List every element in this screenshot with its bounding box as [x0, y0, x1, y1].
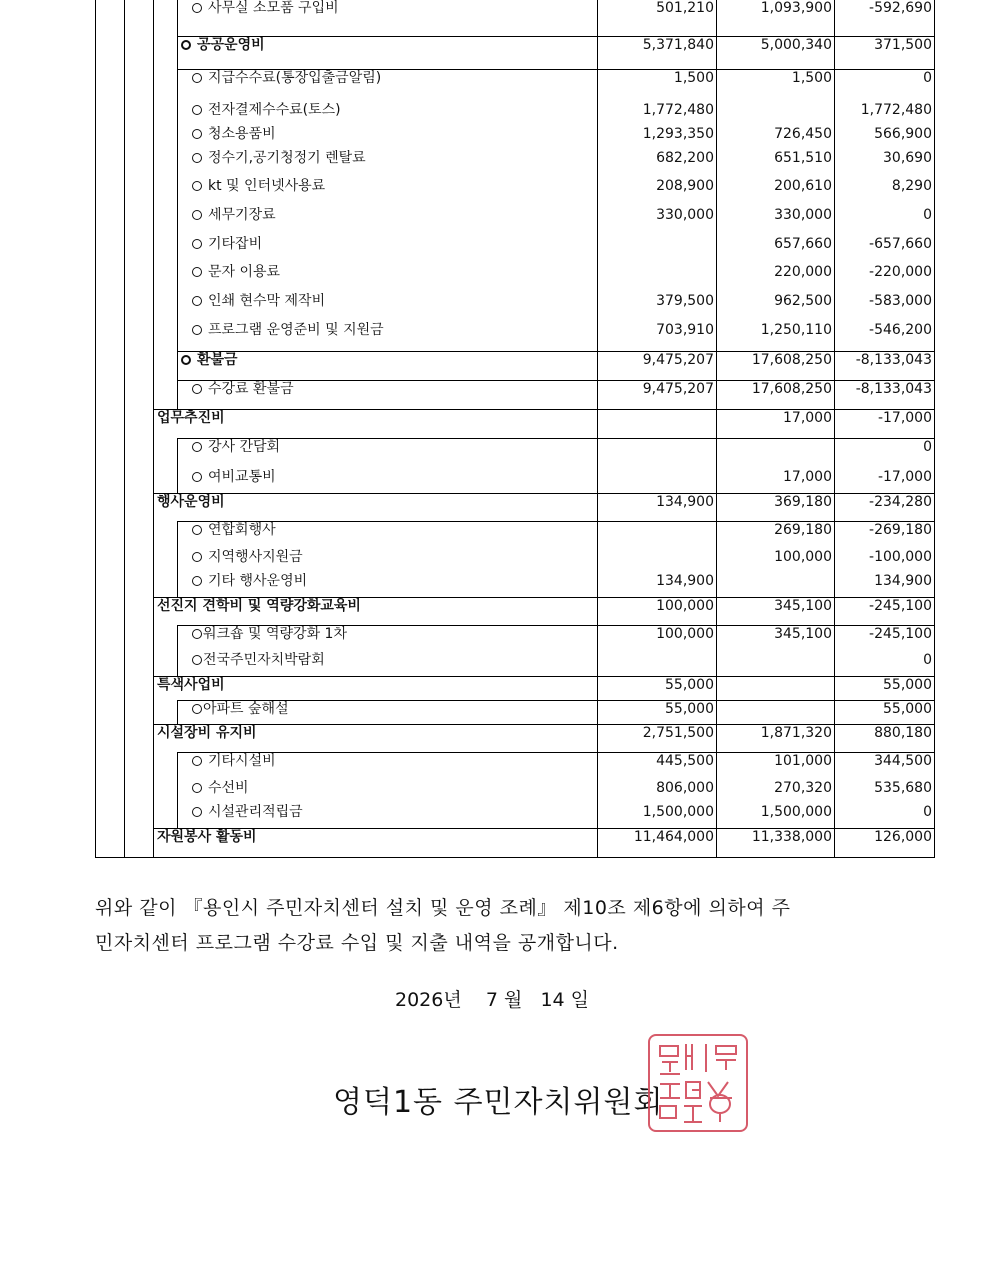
- bullet-circle-icon: [192, 384, 202, 394]
- bullet-circle-icon: [192, 629, 202, 639]
- amount-cell: [717, 438, 835, 469]
- row-name: 기타잡비: [208, 236, 263, 252]
- row-label: [178, 549, 598, 573]
- section-row: [96, 597, 935, 625]
- row-name: 업무추진비: [157, 409, 225, 426]
- amount-cell: 2,751,500: [598, 724, 717, 752]
- row-label: [178, 293, 598, 322]
- bullet-circle-icon: [192, 3, 202, 13]
- row-label: [178, 752, 598, 780]
- amount-cell: 0: [835, 207, 935, 236]
- subcategory-row: [96, 351, 935, 380]
- row-label: [178, 178, 598, 207]
- amount-cell: 101,000: [717, 752, 835, 780]
- budget-table: [95, 0, 935, 858]
- amount-cell: [717, 676, 835, 700]
- bullet-circle-icon: [192, 129, 202, 139]
- amount-cell: 0: [835, 652, 935, 676]
- subcategory-row: [96, 36, 935, 69]
- table-row: [96, 207, 935, 236]
- row-name: 지역행사지원금: [208, 549, 303, 565]
- amount-cell: [598, 521, 717, 549]
- bullet-circle-icon: [192, 105, 202, 115]
- bullet-circle-icon: [192, 296, 202, 306]
- amount-cell: 501,210: [598, 0, 717, 36]
- amount-cell: 1,772,480: [598, 102, 717, 126]
- amount-cell: 1,093,900: [717, 0, 835, 36]
- table-row: [96, 150, 935, 178]
- amount-cell: 330,000: [717, 207, 835, 236]
- row-label: [154, 676, 598, 700]
- amount-cell: 371,500: [835, 36, 935, 69]
- row-label: [178, 236, 598, 264]
- row-name: 연합회행사: [208, 521, 276, 538]
- table-row: [96, 469, 935, 493]
- row-label: [178, 625, 598, 652]
- bullet-circle-icon: [192, 239, 202, 249]
- amount-cell: [598, 236, 717, 264]
- amount-cell: 1,500,000: [717, 804, 835, 828]
- row-name: 강사 간담회: [208, 438, 281, 455]
- amount-cell: 0: [835, 804, 935, 828]
- bullet-circle-icon: [192, 655, 202, 665]
- table-row: [96, 438, 935, 469]
- row-label: [154, 828, 598, 857]
- amount-cell: 8,290: [835, 178, 935, 207]
- report-date: 2026년 7 월 14 일: [395, 989, 590, 1011]
- amount-cell: 5,000,340: [717, 36, 835, 69]
- amount-cell: 17,000: [717, 409, 835, 438]
- row-name: 수강료 환불금: [208, 380, 294, 397]
- row-name: 자원봉사 활동비: [157, 828, 257, 845]
- row-label: [178, 36, 598, 69]
- amount-cell: 1,500: [598, 69, 717, 102]
- amount-cell: -269,180: [835, 521, 935, 549]
- row-label: [154, 409, 598, 438]
- amount-cell: [598, 409, 717, 438]
- row-name: 사무실 소모품 구입비: [208, 0, 339, 16]
- amount-cell: 535,680: [835, 780, 935, 804]
- amount-cell: 55,000: [835, 700, 935, 724]
- amount-cell: 9,475,207: [598, 380, 717, 409]
- row-name: 워크숍 및 역량강화 1차: [203, 625, 347, 642]
- amount-cell: 208,900: [598, 178, 717, 207]
- amount-cell: 330,000: [598, 207, 717, 236]
- section-row: [96, 676, 935, 700]
- amount-cell: 126,000: [835, 828, 935, 857]
- bullet-circle-icon: [192, 181, 202, 191]
- row-name: 아파트 숲해설: [203, 700, 289, 717]
- amount-cell: [598, 438, 717, 469]
- amount-cell: 1,293,350: [598, 126, 717, 150]
- bullet-circle-icon: [192, 756, 202, 766]
- table-row: [96, 264, 935, 293]
- amount-cell: -220,000: [835, 264, 935, 293]
- amount-cell: 445,500: [598, 752, 717, 780]
- table-row: [96, 573, 935, 597]
- row-name: 청소용품비: [208, 126, 276, 142]
- row-name: 기타 행사운영비: [208, 573, 308, 589]
- amount-cell: [717, 700, 835, 724]
- row-name: 환불금: [197, 351, 238, 368]
- amount-cell: 100,000: [717, 549, 835, 573]
- row-name: 행사운영비: [157, 493, 225, 510]
- amount-cell: 200,610: [717, 178, 835, 207]
- section-row: [96, 409, 935, 438]
- bullet-circle-icon: [192, 73, 202, 83]
- amount-cell: 1,500,000: [598, 804, 717, 828]
- section-row: [96, 493, 935, 521]
- bullet-circle-icon: [192, 783, 202, 793]
- bullet-circle-icon: [192, 210, 202, 220]
- table-row: [96, 625, 935, 652]
- amount-cell: 726,450: [717, 126, 835, 150]
- amount-cell: [598, 469, 717, 493]
- amount-cell: 1,500: [717, 69, 835, 102]
- amount-cell: [598, 549, 717, 573]
- table-row: [96, 126, 935, 150]
- amount-cell: -546,200: [835, 322, 935, 351]
- amount-cell: -8,133,043: [835, 351, 935, 380]
- amount-cell: 0: [835, 69, 935, 102]
- table-row: [96, 652, 935, 676]
- organization-name: 영덕1동 주민자치위원회: [333, 1085, 664, 1120]
- amount-cell: 270,320: [717, 780, 835, 804]
- row-name: 특색사업비: [157, 676, 225, 693]
- row-label: [178, 700, 598, 724]
- row-label: [154, 724, 598, 752]
- table-row: [96, 521, 935, 549]
- amount-cell: 962,500: [717, 293, 835, 322]
- amount-cell: 682,200: [598, 150, 717, 178]
- amount-cell: 17,608,250: [717, 351, 835, 380]
- row-name: 시설관리적립금: [208, 804, 303, 820]
- amount-cell: 30,690: [835, 150, 935, 178]
- amount-cell: -8,133,043: [835, 380, 935, 409]
- amount-cell: 55,000: [598, 700, 717, 724]
- bullet-circle-icon: [192, 552, 202, 562]
- row-label: [178, 102, 598, 126]
- amount-cell: [717, 573, 835, 597]
- bullet-circle-icon: [181, 40, 191, 50]
- bullet-circle-icon: [192, 472, 202, 482]
- row-label: [178, 380, 598, 409]
- notice-line-2: 민자치센터 프로그램 수강료 수입 및 지출 내역을 공개합니다.: [95, 932, 619, 954]
- row-name: 전국주민자치박람회: [203, 652, 325, 668]
- amount-cell: 806,000: [598, 780, 717, 804]
- table-row: [96, 69, 935, 102]
- row-name: 프로그램 운영준비 및 지원금: [208, 322, 384, 338]
- bullet-circle-icon: [192, 442, 202, 452]
- amount-cell: [598, 652, 717, 676]
- amount-cell: 134,900: [598, 573, 717, 597]
- amount-cell: 369,180: [717, 493, 835, 521]
- amount-cell: 9,475,207: [598, 351, 717, 380]
- amount-cell: 134,900: [598, 493, 717, 521]
- amount-cell: -657,660: [835, 236, 935, 264]
- official-seal: [648, 1034, 748, 1132]
- bullet-circle-icon: [192, 525, 202, 535]
- amount-cell: 1,250,110: [717, 322, 835, 351]
- table-row: [96, 102, 935, 126]
- amount-cell: 220,000: [717, 264, 835, 293]
- table-row: [96, 293, 935, 322]
- amount-cell: -100,000: [835, 549, 935, 573]
- notice-line-1: 위와 같이 『용인시 주민자치센터 설치 및 운영 조례』 제10조 제6항에 의하여 주: [95, 897, 791, 919]
- amount-cell: [598, 264, 717, 293]
- section-row: [96, 724, 935, 752]
- row-label: [178, 438, 598, 469]
- table-row: [96, 804, 935, 828]
- row-name: 시설장비 유지비: [157, 724, 257, 741]
- row-label: [178, 150, 598, 178]
- amount-cell: [717, 652, 835, 676]
- amount-cell: -245,100: [835, 597, 935, 625]
- amount-cell: 880,180: [835, 724, 935, 752]
- row-name: 문자 이용료: [208, 264, 281, 280]
- row-label: [178, 780, 598, 804]
- row-name: kt 및 인터넷사용료: [208, 178, 326, 194]
- amount-cell: 55,000: [835, 676, 935, 700]
- amount-cell: 703,910: [598, 322, 717, 351]
- amount-cell: 651,510: [717, 150, 835, 178]
- row-label: [178, 804, 598, 828]
- amount-cell: 269,180: [717, 521, 835, 549]
- row-label: [178, 469, 598, 493]
- row-label: [178, 573, 598, 597]
- row-name: 정수기,공기청정기 렌탈료: [208, 150, 366, 166]
- amount-cell: 344,500: [835, 752, 935, 780]
- row-name: 선진지 견학비 및 역량강화교육비: [157, 597, 361, 614]
- amount-cell: 11,338,000: [717, 828, 835, 857]
- amount-cell: -592,690: [835, 0, 935, 36]
- section-row: [96, 828, 935, 857]
- amount-cell: [717, 102, 835, 126]
- row-label: [178, 264, 598, 293]
- bullet-circle-icon: [181, 355, 191, 365]
- amount-cell: 11,464,000: [598, 828, 717, 857]
- amount-cell: 657,660: [717, 236, 835, 264]
- bullet-circle-icon: [192, 153, 202, 163]
- amount-cell: 566,900: [835, 126, 935, 150]
- row-label: [178, 0, 598, 36]
- amount-cell: 5,371,840: [598, 36, 717, 69]
- amount-cell: 17,000: [717, 469, 835, 493]
- amount-cell: 134,900: [835, 573, 935, 597]
- row-label: [178, 521, 598, 549]
- table-row: [96, 549, 935, 573]
- bullet-circle-icon: [192, 325, 202, 335]
- table-row: [96, 752, 935, 780]
- row-name: 지급수수료(통장입출금알림): [208, 69, 382, 86]
- row-name: 세무기장료: [208, 207, 276, 223]
- amount-cell: -17,000: [835, 469, 935, 493]
- bullet-circle-icon: [192, 704, 202, 714]
- amount-cell: -583,000: [835, 293, 935, 322]
- amount-cell: 1,772,480: [835, 102, 935, 126]
- amount-cell: -245,100: [835, 625, 935, 652]
- row-name: 수선비: [208, 780, 249, 796]
- row-name: 공공운영비: [197, 36, 265, 53]
- bullet-circle-icon: [192, 267, 202, 277]
- amount-cell: 1,871,320: [717, 724, 835, 752]
- amount-cell: 345,100: [717, 625, 835, 652]
- table-row: [96, 236, 935, 264]
- amount-cell: 17,608,250: [717, 380, 835, 409]
- row-label: [178, 322, 598, 351]
- table-row: [96, 700, 935, 724]
- row-name: 기타시설비: [208, 752, 276, 769]
- row-label: [154, 597, 598, 625]
- table-row: [96, 178, 935, 207]
- table-row: [96, 380, 935, 409]
- row-name: 전자결제수수료(토스): [208, 102, 341, 118]
- amount-cell: 345,100: [717, 597, 835, 625]
- table-row: [96, 322, 935, 351]
- amount-cell: 100,000: [598, 597, 717, 625]
- row-label: [178, 126, 598, 150]
- amount-cell: -234,280: [835, 493, 935, 521]
- row-label: [178, 652, 598, 676]
- amount-cell: -17,000: [835, 409, 935, 438]
- bullet-circle-icon: [192, 807, 202, 817]
- amount-cell: 379,500: [598, 293, 717, 322]
- table-row: [96, 780, 935, 804]
- row-label: [178, 207, 598, 236]
- row-name: 인쇄 현수막 제작비: [208, 293, 326, 309]
- amount-cell: 100,000: [598, 625, 717, 652]
- row-label: [178, 351, 598, 380]
- row-label: [178, 69, 598, 102]
- amount-cell: 55,000: [598, 676, 717, 700]
- row-label: [154, 493, 598, 521]
- table-row: [96, 0, 935, 36]
- amount-cell: 0: [835, 438, 935, 469]
- bullet-circle-icon: [192, 576, 202, 586]
- row-name: 여비교통비: [208, 469, 276, 485]
